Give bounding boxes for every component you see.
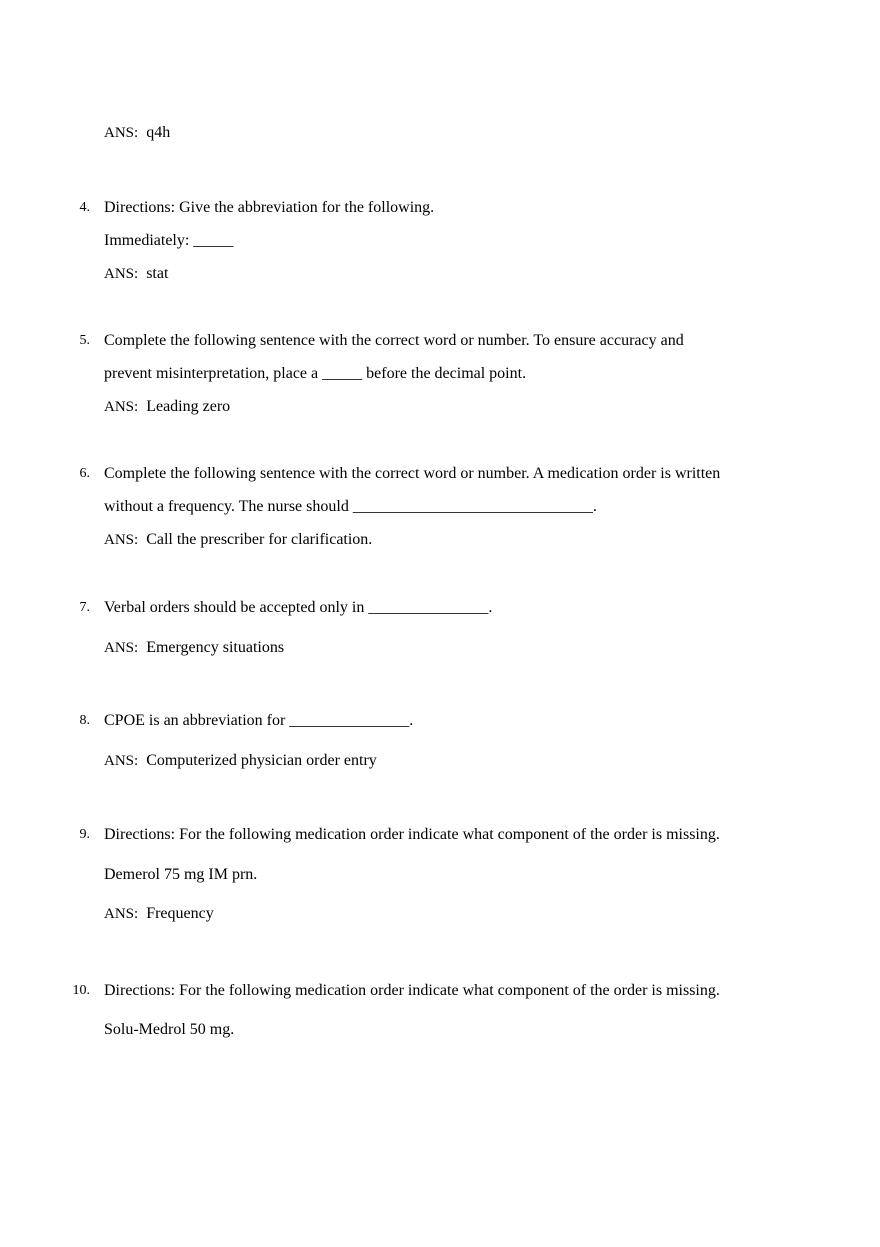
question-number: 4.	[79, 200, 90, 215]
answer	[104, 397, 230, 417]
question-number: 5.	[79, 333, 90, 348]
answer-label: ANS:	[104, 125, 139, 141]
question-number: 9.	[79, 827, 90, 842]
question-number: 7.	[79, 600, 90, 615]
question-text: Complete the following sentence with the correct word or number. To ensure accuracy and	[104, 332, 684, 349]
question-text: CPOE is an abbreviation for _______________.	[104, 712, 414, 729]
answer-label: ANS:	[104, 266, 139, 282]
question-number: 10.	[72, 983, 90, 998]
previous-answer	[104, 123, 170, 143]
answer-value: stat	[146, 265, 169, 282]
question-number: 6.	[79, 466, 90, 481]
question-text: Directions: Give the abbreviation for the following.	[104, 199, 435, 216]
question-text: prevent misinterpretation, place a _____ before the decimal point.	[104, 365, 527, 382]
question-text: Directions: For the following medication order indicate what component of the order is missing.	[104, 826, 720, 843]
answer	[104, 530, 372, 550]
answer-value: Frequency	[146, 905, 214, 922]
answer-label: ANS:	[104, 532, 139, 548]
answer-value: Call the prescriber for clarification.	[146, 531, 373, 548]
question-text: Solu-Medrol 50 mg.	[104, 1021, 235, 1038]
answer-value: Leading zero	[146, 398, 231, 415]
question-text: Complete the following sentence with the correct word or number. A medication order is written	[104, 465, 721, 482]
question-number: 8.	[79, 713, 90, 728]
answer	[104, 904, 214, 924]
answer	[104, 751, 377, 771]
answer-label: ANS:	[104, 753, 139, 769]
question-text: without a frequency. The nurse should ______________________________.	[104, 498, 597, 515]
question-text: Demerol 75 mg IM prn.	[104, 866, 258, 883]
answer-label: ANS:	[104, 906, 139, 922]
question-text: Verbal orders should be accepted only in _______________.	[104, 599, 493, 616]
answer-label: ANS:	[104, 640, 139, 656]
answer-value: Computerized physician order entry	[146, 752, 377, 769]
question-text: Directions: For the following medication order indicate what component of the order is missing.	[104, 982, 720, 999]
answer-label: ANS:	[104, 399, 139, 415]
answer-value: q4h	[146, 124, 171, 141]
answer	[104, 264, 168, 284]
question-text: Immediately: _____	[104, 232, 234, 249]
answer	[104, 638, 284, 658]
answer-value: Emergency situations	[146, 639, 285, 656]
